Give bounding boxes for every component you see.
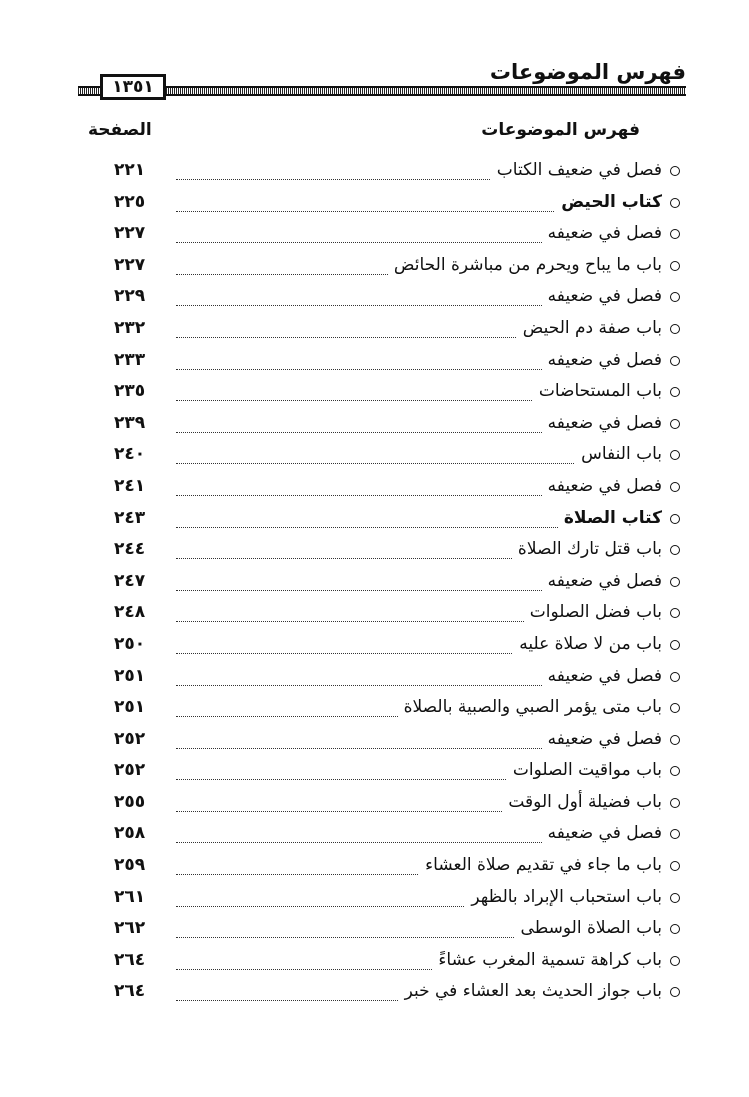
entry-title: كتاب الصلاة — [558, 508, 662, 528]
entry-page-number: ٢٤٧ — [114, 570, 146, 591]
circle-bullet-icon — [670, 893, 680, 903]
circle-bullet-icon — [670, 166, 680, 176]
entry-page-number: ٢٤٨ — [114, 602, 146, 623]
entry-page-number: ٢٥٩ — [114, 855, 146, 876]
circle-bullet-icon — [670, 766, 680, 776]
entry-title: باب ما جاء في تقديم صلاة العشاء — [419, 855, 662, 875]
entry-page-number: ٢٢٧ — [114, 254, 146, 275]
toc-entry — [100, 694, 680, 726]
entry-title: فصل في ضعيفه — [542, 666, 662, 686]
circle-bullet-icon — [670, 198, 680, 208]
entry-title: كتاب الحيض — [555, 192, 662, 212]
table-of-contents — [100, 157, 680, 1010]
entry-page-number: ٢٦٤ — [114, 949, 146, 970]
entry-title: باب استحباب الإبراد بالظهر — [465, 887, 662, 907]
entry-title: فصل في ضعيفه — [542, 413, 662, 433]
entry-title: باب ما يباح ويحرم من مباشرة الحائض — [388, 255, 662, 275]
toc-entry — [100, 568, 680, 600]
entry-page-number: ٢٥٨ — [114, 823, 146, 844]
circle-bullet-icon — [670, 861, 680, 871]
entry-page-number: ٢٦٢ — [114, 918, 146, 939]
entry-page-number: ٢٣٥ — [114, 381, 146, 402]
circle-bullet-icon — [670, 324, 680, 334]
page-number: ١٣٥١ — [100, 74, 166, 100]
circle-bullet-icon — [670, 387, 680, 397]
circle-bullet-icon — [670, 987, 680, 997]
entry-title: باب النفاس — [575, 444, 662, 464]
toc-entry — [100, 441, 680, 473]
entry-page-number: ٢٥١ — [114, 697, 146, 718]
toc-entry — [100, 820, 680, 852]
entry-page-number: ٢٢٩ — [114, 286, 146, 307]
header-title: فهرس الموضوعات — [489, 60, 686, 84]
circle-bullet-icon — [670, 924, 680, 934]
entry-title: فصل في ضعيفه — [542, 823, 662, 843]
entry-title: فصل في ضعيفه — [542, 223, 662, 243]
toc-entry — [100, 378, 680, 410]
toc-entry — [100, 536, 680, 568]
column-headings — [88, 120, 640, 148]
entry-title: باب المستحاضات — [533, 381, 662, 401]
toc-entry — [100, 852, 680, 884]
circle-bullet-icon — [670, 703, 680, 713]
circle-bullet-icon — [670, 735, 680, 745]
entry-title: باب فضل الصلوات — [524, 602, 662, 622]
entry-title: فصل في ضعيفه — [542, 286, 662, 306]
entry-page-number: ٢٥٠ — [114, 633, 146, 654]
toc-entry — [100, 947, 680, 979]
entry-title: فصل في ضعيفه — [542, 571, 662, 591]
circle-bullet-icon — [670, 956, 680, 966]
circle-bullet-icon — [670, 545, 680, 555]
toc-entry — [100, 315, 680, 347]
toc-entry — [100, 884, 680, 916]
toc-entry — [100, 978, 680, 1010]
entry-page-number: ٢٥١ — [114, 665, 146, 686]
entry-title: باب مواقيت الصلوات — [507, 760, 662, 780]
entry-page-number: ٢٤٣ — [114, 507, 146, 528]
entry-title: باب كراهة تسمية المغرب عشاءً — [432, 950, 662, 970]
entry-page-number: ٢٥٢ — [114, 728, 146, 749]
circle-bullet-icon — [670, 482, 680, 492]
circle-bullet-icon — [670, 798, 680, 808]
circle-bullet-icon — [670, 829, 680, 839]
circle-bullet-icon — [670, 419, 680, 429]
entry-page-number: ٢٦٤ — [114, 981, 146, 1002]
circle-bullet-icon — [670, 640, 680, 650]
entry-page-number: ٢٦١ — [114, 886, 146, 907]
toc-entry — [100, 347, 680, 379]
toc-entry — [100, 410, 680, 442]
toc-entry — [100, 631, 680, 663]
toc-entry — [100, 157, 680, 189]
circle-bullet-icon — [670, 608, 680, 618]
entry-page-number: ٢٢١ — [114, 160, 146, 180]
entry-title: باب صفة دم الحيض — [517, 318, 662, 338]
entry-page-number: ٢٢٧ — [114, 223, 146, 244]
entry-title: باب من لا صلاة عليه — [513, 634, 662, 654]
toc-entry — [100, 505, 680, 537]
toc-entry — [100, 915, 680, 947]
entry-page-number: ٢٢٥ — [114, 191, 146, 212]
entry-page-number: ٢٣٩ — [114, 412, 146, 433]
toc-entry — [100, 663, 680, 695]
circle-bullet-icon — [670, 261, 680, 271]
circle-bullet-icon — [670, 292, 680, 302]
entry-page-number: ٢٥٢ — [114, 760, 146, 781]
header-rule — [78, 86, 686, 96]
entry-title: باب فضيلة أول الوقت — [502, 792, 662, 812]
toc-entry — [100, 757, 680, 789]
entry-title: باب قتل تارك الصلاة — [512, 539, 662, 559]
entry-page-number: ٢٤٠ — [114, 444, 146, 465]
entry-title: فصل في ضعيفه — [542, 729, 662, 749]
entry-page-number: ٢٥٥ — [114, 791, 146, 812]
entry-title: فصل في ضعيف الكتاب — [491, 160, 662, 180]
toc-entry — [100, 599, 680, 631]
toc-entry — [100, 189, 680, 221]
entry-page-number: ٢٣٣ — [114, 349, 146, 370]
entry-title: باب جواز الحديث بعد العشاء في خبر — [399, 981, 662, 1001]
circle-bullet-icon — [670, 514, 680, 524]
entry-title: فصل في ضعيفه — [542, 476, 662, 496]
toc-entry — [100, 726, 680, 758]
toc-entry — [100, 473, 680, 505]
circle-bullet-icon — [670, 577, 680, 587]
topics-heading: فهرس الموضوعات — [481, 120, 640, 140]
page-heading: الصفحة — [88, 120, 152, 140]
toc-entry — [100, 789, 680, 821]
circle-bullet-icon — [670, 229, 680, 239]
entry-page-number: ٢٣٢ — [114, 317, 146, 338]
entry-page-number: ٢٤١ — [114, 475, 146, 496]
circle-bullet-icon — [670, 450, 680, 460]
entry-page-number: ٢٤٤ — [114, 539, 146, 560]
toc-entry — [100, 283, 680, 315]
running-header — [78, 52, 686, 100]
circle-bullet-icon — [670, 356, 680, 366]
entry-title: باب متى يؤمر الصبي والصبية بالصلاة — [398, 697, 662, 717]
circle-bullet-icon — [670, 672, 680, 682]
toc-entry — [100, 220, 680, 252]
entry-title: باب الصلاة الوسطى — [515, 918, 662, 938]
entry-title: فصل في ضعيفه — [542, 350, 662, 370]
toc-entry — [100, 252, 680, 284]
